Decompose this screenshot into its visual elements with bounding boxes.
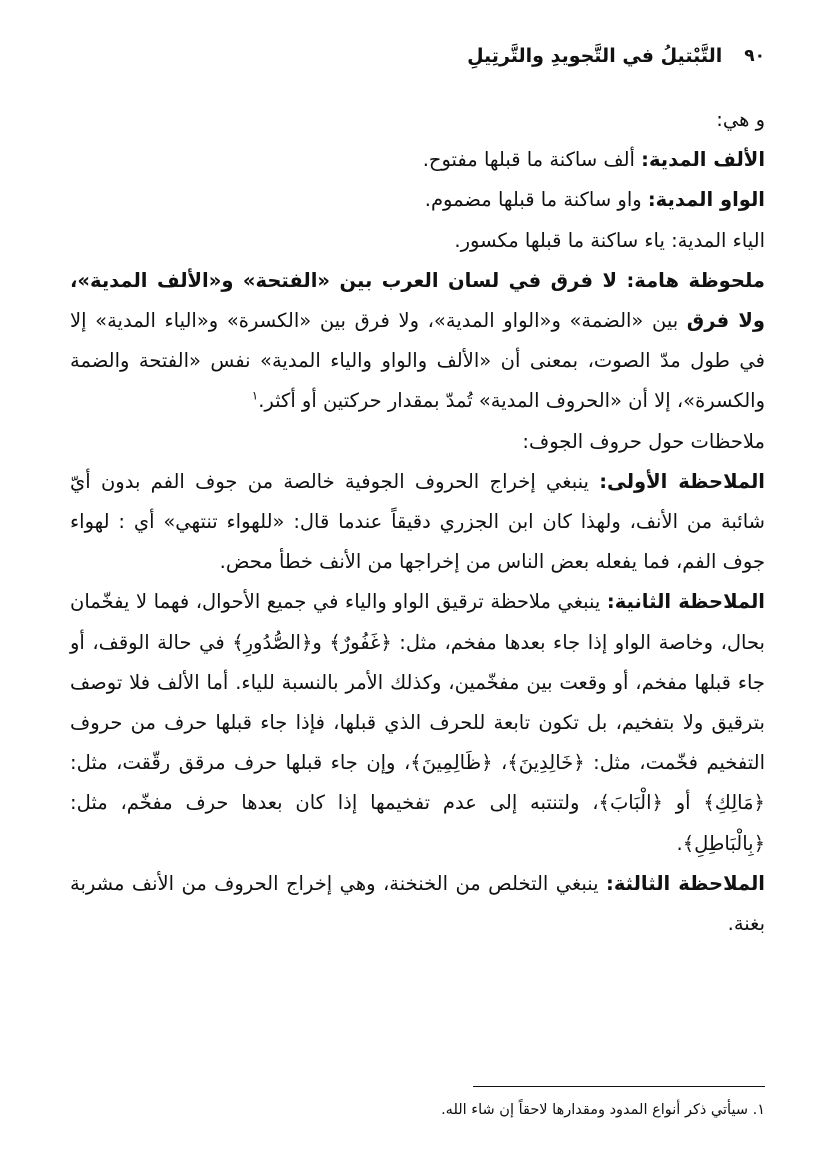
remarks-heading: ملاحظات حول حروف الجوف:: [522, 429, 765, 453]
waw-term: الواو المدية:: [647, 188, 765, 212]
remark-3-text: ينبغي التخلص من الخنخنة، وهي إخراج الحروف من الأنف مشربة بغنة.: [70, 871, 765, 936]
remark-1-text: ينبغي إخراج الحروف الجوفية خالصة من جوف الفم بدون أيّ شائبة من الأنف، ولهذا كان ابن الجزري دقيقاً عندما قال: «للهواء تنتهي» أي : لهواء جوف الفم، فما يفعله بعض الناس من إخراجها من الأنف خطأ محض.: [70, 469, 765, 574]
ya-definition: الياء المدية: ياء ساكنة ما قبلها مكسور.: [454, 228, 765, 252]
remark-2-label: الملاحظة الثانية:: [606, 590, 765, 614]
remark-2: [70, 582, 765, 863]
important-note-label: ملحوظة هامة:: [626, 268, 765, 292]
footnote: ١. سيأتي ذكر أنواع المدود ومقدارها لاحقاً إن شاء الله.: [441, 1102, 765, 1118]
important-note-text: بين «الضمة» و«الواو المدية»، ولا فرق بين «الكسرة» و«الياء المدية» إلا في طول مدّ الصوت، بمعنى أن «الألف والواو والياء المدية» نفس «الفتحة والضمة والكسرة»، إلا أن «الحروف المدية» تُمدّ بمقدار حركتين أو أكثر.: [70, 309, 765, 413]
remark-3: [70, 864, 765, 944]
remark-3-label: الملاحظة الثالثة:: [606, 871, 765, 895]
important-note-bold: لا فرق في لسان العرب بين «الفتحة» و«الألف المدية»، ولا فرق: [70, 268, 765, 333]
remark-1-label: الملاحظة الأولى:: [599, 469, 765, 493]
page-body: [70, 100, 765, 944]
remark-1: [70, 462, 765, 583]
alif-definition: [70, 140, 765, 180]
alif-def: ألف ساكنة ما قبلها مفتوح.: [422, 148, 642, 172]
page-number: ٩٠: [744, 46, 765, 66]
important-note: [70, 261, 765, 422]
waw-definition: [70, 180, 765, 220]
footnote-divider: [473, 1086, 765, 1087]
intro-line: و هي:: [716, 108, 765, 131]
book-title: التَّبْتيلُ في التَّجويدِ والتَّرتِيلِ: [467, 45, 723, 67]
page-header: [70, 36, 765, 76]
footnote-reference: ١: [251, 388, 259, 403]
waw-def: واو ساكنة ما قبلها مضموم.: [424, 188, 648, 212]
alif-term: الألف المدية:: [641, 148, 765, 172]
remark-2-text: ينبغي ملاحظة ترقيق الواو والياء في جميع الأحوال، فهما لا يفخّمان بحال، وخاصة الواو إذا جاء بعدها مفخم، مثل: ﴿غَفُورٌ﴾ و﴿الصُّدُورِ﴾ في حالة الوقف، أو جاء قبلها مفخم، أو وقعت بين مفخّمين، وكذلك الأمر بالنسبة للياء. أما الألف فلا توصف بترقيق ولا بتفخيم، بل تكون تابعة للحرف الذي قبلها، فإذا جاء قبلها حرف من حروف التفخيم فخّمت، مثل: ﴿خَالِدِينَ﴾، ﴿ظَالِمِينَ﴾، وإن جاء قبلها حرف مرقق رقّقت، مثل: ﴿مَالِكِ﴾ أو ﴿الْبَابَ﴾، ولتنتبه إلى عدم تفخيمها إذا كان بعدها حرف مفخّم، مثل: ﴿بِالْبَاطِلِ﴾.: [70, 590, 765, 855]
